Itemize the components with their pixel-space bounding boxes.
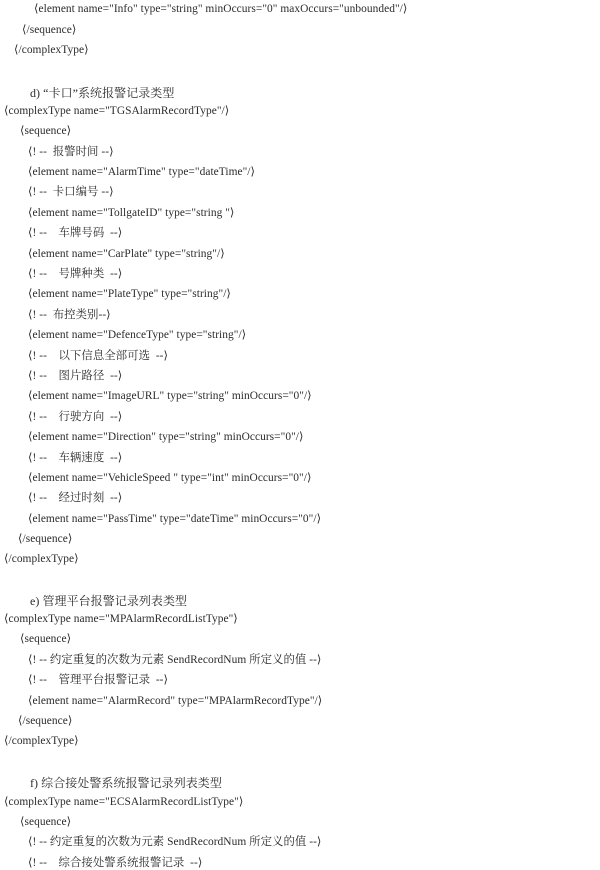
code-line: ⟨complexType name="TGSAlarmRecordType"/⟩	[4, 105, 230, 117]
code-line: ⟨element name="PassTime" type="dateTime" minOccurs="0"/⟩	[28, 513, 322, 525]
code-line: ⟨element name="PlateType" type="string"/⟩	[28, 288, 231, 300]
code-line: ⟨! -- 约定重复的次数为元素 SendRecordNum 所定义的值 --⟩	[28, 654, 322, 666]
section-heading: d) “卡口”系统报警记录类型	[30, 86, 175, 100]
code-line: ⟨! -- 以下信息全部可选 --⟩	[28, 350, 169, 362]
code-line: ⟨/complexType⟩	[4, 735, 79, 747]
code-line: ⟨element name="Direction" type="string" minOccurs="0"/⟩	[28, 431, 304, 443]
code-line: ⟨! -- 约定重复的次数为元素 SendRecordNum 所定义的值 --⟩	[28, 836, 322, 848]
code-line: ⟨sequence⟩	[20, 816, 72, 828]
code-line: ⟨/sequence⟩	[22, 24, 77, 36]
code-line: ⟨! -- 布控类别--⟩	[28, 309, 111, 321]
code-line: ⟨! -- 号牌种类 --⟩	[28, 268, 123, 280]
code-line: ⟨! -- 车辆速度 --⟩	[28, 452, 123, 464]
code-line: ⟨element name="Info" type="string" minOccurs="0" maxOccurs="unbounded"/⟩	[34, 3, 408, 15]
code-line: ⟨! -- 经过时刻 --⟩	[28, 492, 123, 504]
code-line: ⟨complexType name="ECSAlarmRecordListType"⟩	[4, 796, 244, 808]
code-line: ⟨! -- 行驶方向 --⟩	[28, 411, 123, 423]
code-line: ⟨! -- 综合接处警系统报警记录 --⟩	[28, 857, 203, 869]
code-line: ⟨sequence⟩	[20, 125, 72, 137]
code-line: ⟨element name="VehicleSpeed " type="int" minOccurs="0"/⟩	[28, 472, 312, 484]
section-heading: e) 管理平台报警记录列表类型	[30, 594, 188, 608]
code-line: ⟨/sequence⟩	[18, 715, 73, 727]
code-line: ⟨complexType name="MPAlarmRecordListType"⟩	[4, 613, 238, 625]
code-line: ⟨element name="AlarmTime" type="dateTime"/⟩	[28, 166, 256, 178]
code-line: ⟨! -- 卡口编号 --⟩	[28, 186, 114, 198]
code-line: ⟨! -- 报警时间 --⟩	[28, 146, 114, 158]
code-line: ⟨/sequence⟩	[18, 533, 73, 545]
code-line: ⟨element name="ImageURL" type="string" minOccurs="0"/⟩	[28, 390, 312, 402]
code-line: ⟨/complexType⟩	[4, 553, 79, 565]
code-line: ⟨element name="TollgateID" type="string "⟩	[28, 207, 235, 219]
code-line: ⟨element name="CarPlate" type="string"/⟩	[28, 248, 225, 260]
code-line: ⟨! -- 管理平台报警记录 --⟩	[28, 674, 169, 686]
code-line: ⟨element name="AlarmRecord" type="MPAlarmRecordType"/⟩	[28, 695, 323, 707]
code-line: ⟨sequence⟩	[20, 633, 72, 645]
code-line: ⟨/complexType⟩	[14, 44, 89, 56]
section-heading: f) 综合接处警系统报警记录列表类型	[30, 776, 222, 790]
code-line: ⟨! -- 车牌号码 --⟩	[28, 227, 123, 239]
code-line: ⟨element name="DefenceType" type="string"/⟩	[28, 329, 247, 341]
code-line: ⟨! -- 图片路径 --⟩	[28, 370, 123, 382]
